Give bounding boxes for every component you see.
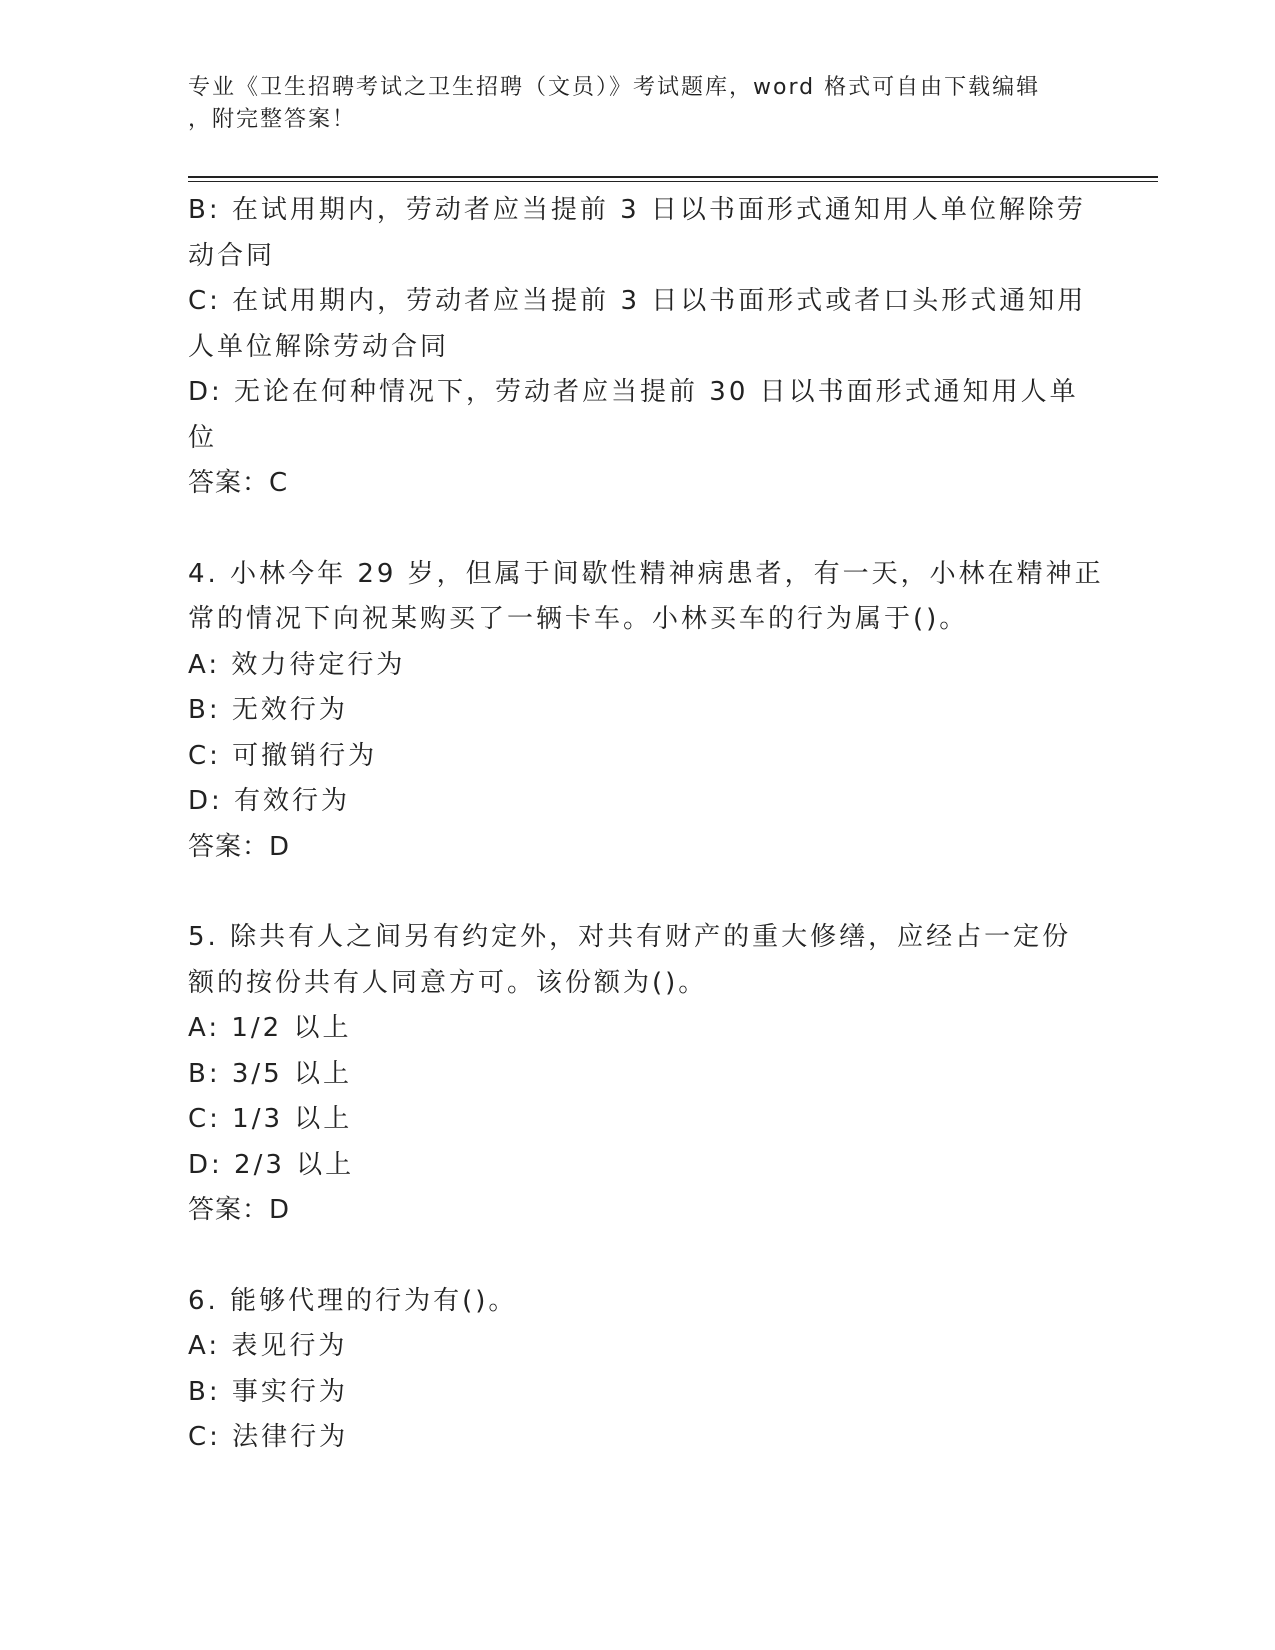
- q6-option-c: C: 法律行为: [188, 1422, 349, 1452]
- q6-stem-line-1: 6. 能够代理的行为有()。: [188, 1285, 518, 1316]
- q4-stem-line-2: 常的情况下向祝某购买了一辆卡车。小林买车的行为属于()。: [188, 604, 969, 634]
- q3-option-c-line-2: 人单位解除劳动合同: [188, 331, 450, 362]
- q4-option-b: B: 无效行为: [188, 695, 348, 725]
- q4-answer: 答案：D: [188, 831, 291, 862]
- q3-option-d-line-2: 位: [188, 422, 218, 453]
- q3-option-b-line-1: B: 在试用期内，劳动者应当提前 3 日以书面形式通知用人单位解除劳: [188, 195, 1086, 225]
- spacer: [188, 870, 1088, 915]
- question-3-tail: [188, 188, 1088, 507]
- header-line-2: ，附完整答案！: [188, 107, 357, 132]
- spacer: [188, 507, 1088, 552]
- q4-stem-line-1: 4. 小林今年 29 岁，但属于间歇性精神病患者，有一天，小林在精神正: [188, 558, 1104, 589]
- q3-option-c-line-1: C: 在试用期内，劳动者应当提前 3 日以书面形式或者口头形式通知用: [188, 286, 1087, 316]
- q5-option-a: A: 1/2 以上: [188, 1013, 352, 1043]
- question-6: [188, 1279, 1088, 1461]
- q4-option-d: D: 有效行为: [188, 786, 351, 816]
- header-line-1: 专业《卫生招聘考试之卫生招聘（文员）》考试题库，word 格式可自由下载编辑: [188, 75, 1041, 100]
- q3-answer: 答案：C: [188, 468, 289, 498]
- q3-option-b-line-2: 动合同: [188, 240, 276, 271]
- q5-option-b: B: 3/5 以上: [188, 1058, 352, 1089]
- q3-option-d-line-1: D: 无论在何种情况下，劳动者应当提前 30 日以书面形式通知用人单: [188, 377, 1079, 407]
- q5-option-c: C: 1/3 以上: [188, 1104, 353, 1134]
- question-content: [188, 188, 1104, 1461]
- header-divider-thin: [188, 181, 1158, 182]
- q5-stem-line-1: 5. 除共有人之间另有约定外，对共有财产的重大修缮，应经占一定份: [188, 922, 1072, 952]
- spacer: [188, 1234, 1088, 1279]
- question-5: [188, 915, 1088, 1234]
- question-4: [188, 552, 1104, 871]
- q4-option-a: A: 效力待定行为: [188, 649, 406, 680]
- q6-option-b: B: 事实行为: [188, 1376, 348, 1407]
- page-header: [188, 72, 1068, 136]
- q6-option-a: A: 表见行为: [188, 1331, 348, 1361]
- q5-option-d: D: 2/3 以上: [188, 1149, 355, 1180]
- q5-answer: 答案：D: [188, 1195, 291, 1225]
- header-divider-thick: [188, 176, 1158, 178]
- q5-stem-line-2: 额的按份共有人同意方可。该份额为()。: [188, 967, 708, 998]
- q4-option-c: C: 可撤销行为: [188, 740, 378, 771]
